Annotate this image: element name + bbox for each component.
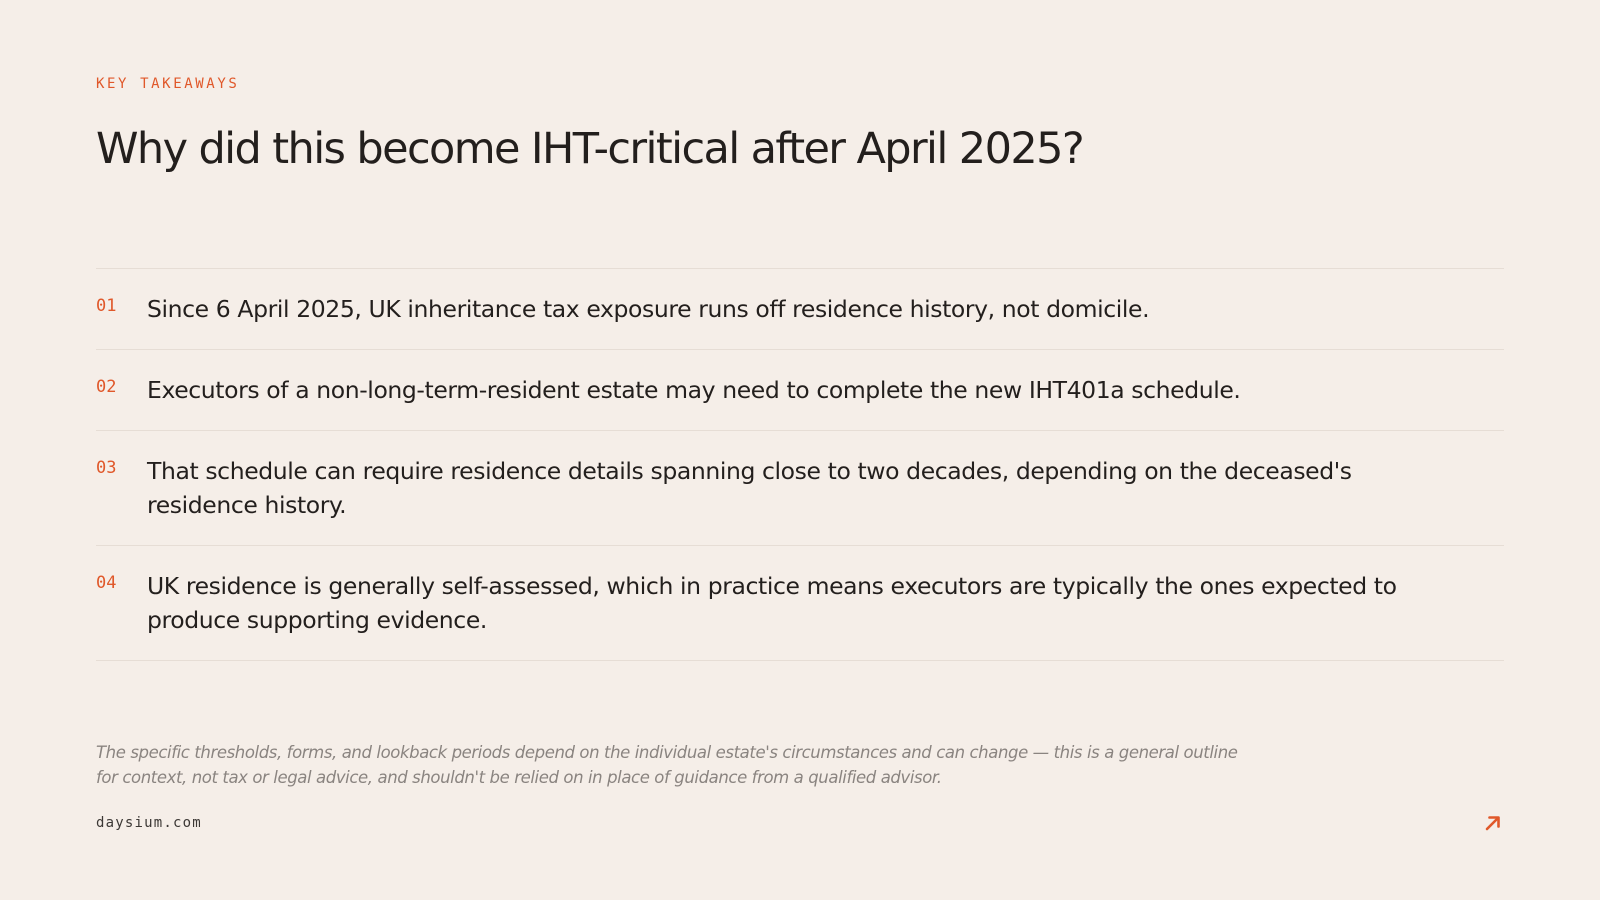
takeaway-number: 02 bbox=[96, 377, 117, 397]
takeaway-text: Since 6 April 2025, UK inheritance tax exposure runs off residence history, not domicile. bbox=[147, 295, 1150, 323]
section-eyebrow: KEY TAKEAWAYS bbox=[96, 76, 240, 92]
takeaway-number: 03 bbox=[96, 458, 117, 478]
takeaway-text: Executors of a non-long-term-resident estate may need to complete the new IHT401a schedule. bbox=[147, 376, 1241, 404]
takeaway-item-3 bbox=[96, 431, 1504, 546]
takeaway-item-1 bbox=[96, 269, 1504, 350]
slide bbox=[96, 0, 1504, 900]
takeaway-item-2 bbox=[96, 350, 1504, 431]
arrow-up-right-icon[interactable] bbox=[1482, 812, 1504, 834]
takeaway-item-4 bbox=[96, 546, 1504, 661]
takeaways-list bbox=[96, 268, 1504, 661]
takeaway-text: That schedule can require residence details spanning close to two decades, depending on the deceased's residence history. bbox=[147, 457, 1352, 519]
takeaway-text: UK residence is generally self-assessed, which in practice means executors are typically the ones expected to produce supporting evidence. bbox=[147, 572, 1397, 634]
disclaimer-text: The specific thresholds, forms, and lookback periods depend on the individual estate's circumstances and can change — this is a general outline for context, not tax or legal advice, and shouldn't be relied on in place of guidance from a qualified advisor. bbox=[96, 743, 1238, 787]
page-title: Why did this become IHT-critical after April 2025? bbox=[96, 124, 1084, 174]
takeaway-number: 01 bbox=[96, 296, 117, 316]
website-link[interactable]: daysium.com bbox=[96, 815, 202, 831]
takeaway-number: 04 bbox=[96, 573, 117, 593]
